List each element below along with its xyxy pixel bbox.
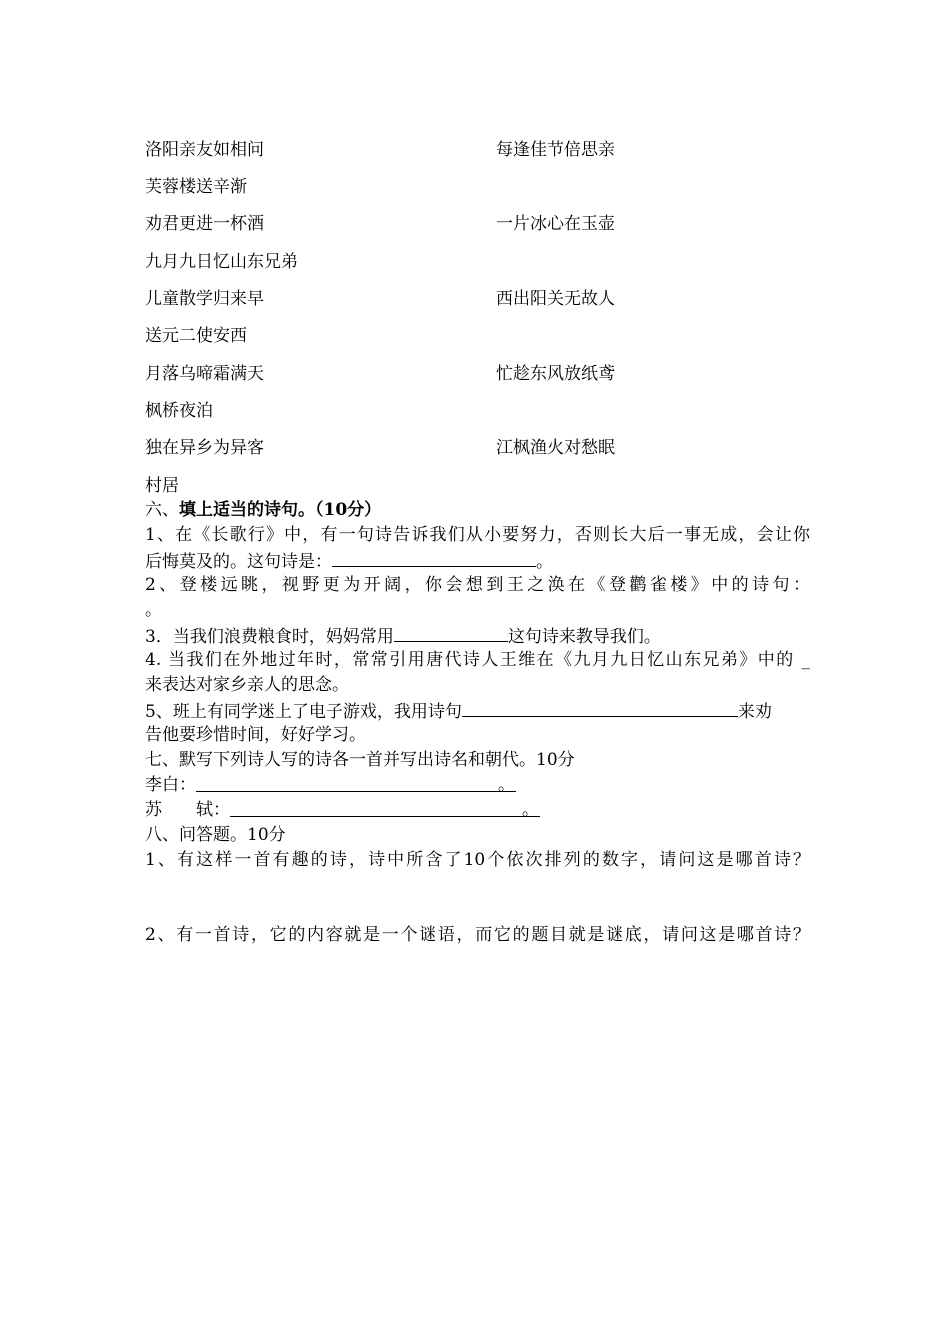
section-6-title: 填上适当的诗句。（10分） [179,500,382,520]
sushi-label: 苏 轼： [145,800,230,820]
matching-left: 劝君更进一杯酒 [145,214,264,234]
matching-left: 儿童散学归来早 [145,289,264,309]
answer-blank[interactable] [332,548,536,567]
matching-left: 芙蓉楼送辛渐 [145,177,247,197]
question-8-1: 1、有这样一首有趣的诗，诗中所含了10个依次排列的数字，请问这是哪首诗？ [145,850,810,870]
question-6-3-end: 这句诗来教导我们。 [507,627,661,647]
section-7-title: 七、默写下列诗人写的诗各一首并写出诗名和朝代。10分 [145,750,575,770]
question-6-4-line1: 4. 当我们在外地过年时，常常引用唐代诗人王维在《九月九日忆山东兄弟》中的 _ [145,650,810,670]
question-6-5-line1 [145,698,810,722]
matching-left: 九月九日忆山东兄弟 [145,252,298,272]
section-6-heading [145,498,810,522]
libai-line [145,773,810,797]
answer-blank[interactable] [394,623,508,642]
matching-row [145,250,298,274]
libai-label: 李白： [145,775,196,795]
matching-left: 送元二使安西 [145,326,247,346]
matching-row [145,362,615,386]
end-mark: 。 [522,800,539,820]
matching-right: 一片冰心在玉壶 [496,214,615,234]
matching-row [145,399,213,423]
matching-row [145,212,615,236]
question-6-5-line2: 告他要珍惜时间，好好学习。 [145,725,366,745]
matching-row [145,324,247,348]
question-6-5-end: 来劝 [737,702,772,722]
question-6-3-text: 3．当我们浪费粮食时，妈妈常用 [145,627,394,647]
matching-left: 独在异乡为异客 [145,438,264,458]
matching-left: 洛阳亲友如相问 [145,140,264,160]
question-6-1-line1: 1、在《长歌行》中，有一句诗告诉我们从小要努力，否则长大后一事无成，会让你 [145,525,810,545]
question-6-5-text: 5、班上有同学迷上了电子游戏，我用诗句 [145,702,462,722]
answer-blank[interactable] [462,698,738,717]
question-8-2: 2、有一首诗，它的内容就是一个谜语，而它的题目就是谜底，请问这是哪首诗？ [145,925,810,945]
matching-right: 每逢佳节倍思亲 [496,140,615,160]
matching-left: 枫桥夜泊 [145,401,213,421]
sushi-line [145,798,810,822]
answer-blank[interactable] [230,798,540,820]
question-6-1-end: 。 [536,552,553,572]
question-6-1-line2 [145,548,810,572]
question-6-3 [145,623,810,647]
matching-row [145,138,615,162]
question-6-2-line1: 2、登楼远眺，视野更为开阔，你会想到王之涣在《登鹳雀楼》中的诗句： [145,575,810,595]
section-8-title: 八、问答题。10分 [145,825,286,845]
matching-left: 村居 [145,476,179,496]
question-6-4-line2: 来表达对家乡亲人的思念。 [145,675,349,695]
matching-row [145,175,247,199]
matching-left: 月落乌啼霜满天 [145,364,264,384]
matching-right: 西出阳关无故人 [496,289,615,309]
matching-row [145,474,179,498]
matching-right: 江枫渔火对愁眠 [496,438,615,458]
question-6-2-line2: 。 [145,600,162,620]
answer-blank[interactable] [196,773,516,795]
matching-row [145,436,615,460]
end-mark: 。 [498,775,515,795]
matching-row [145,287,615,311]
question-6-1-text: 后悔莫及的。这句诗是： [145,552,332,572]
matching-right: 忙趁东风放纸鸢 [496,364,615,384]
section-6-number: 六、 [145,500,179,520]
